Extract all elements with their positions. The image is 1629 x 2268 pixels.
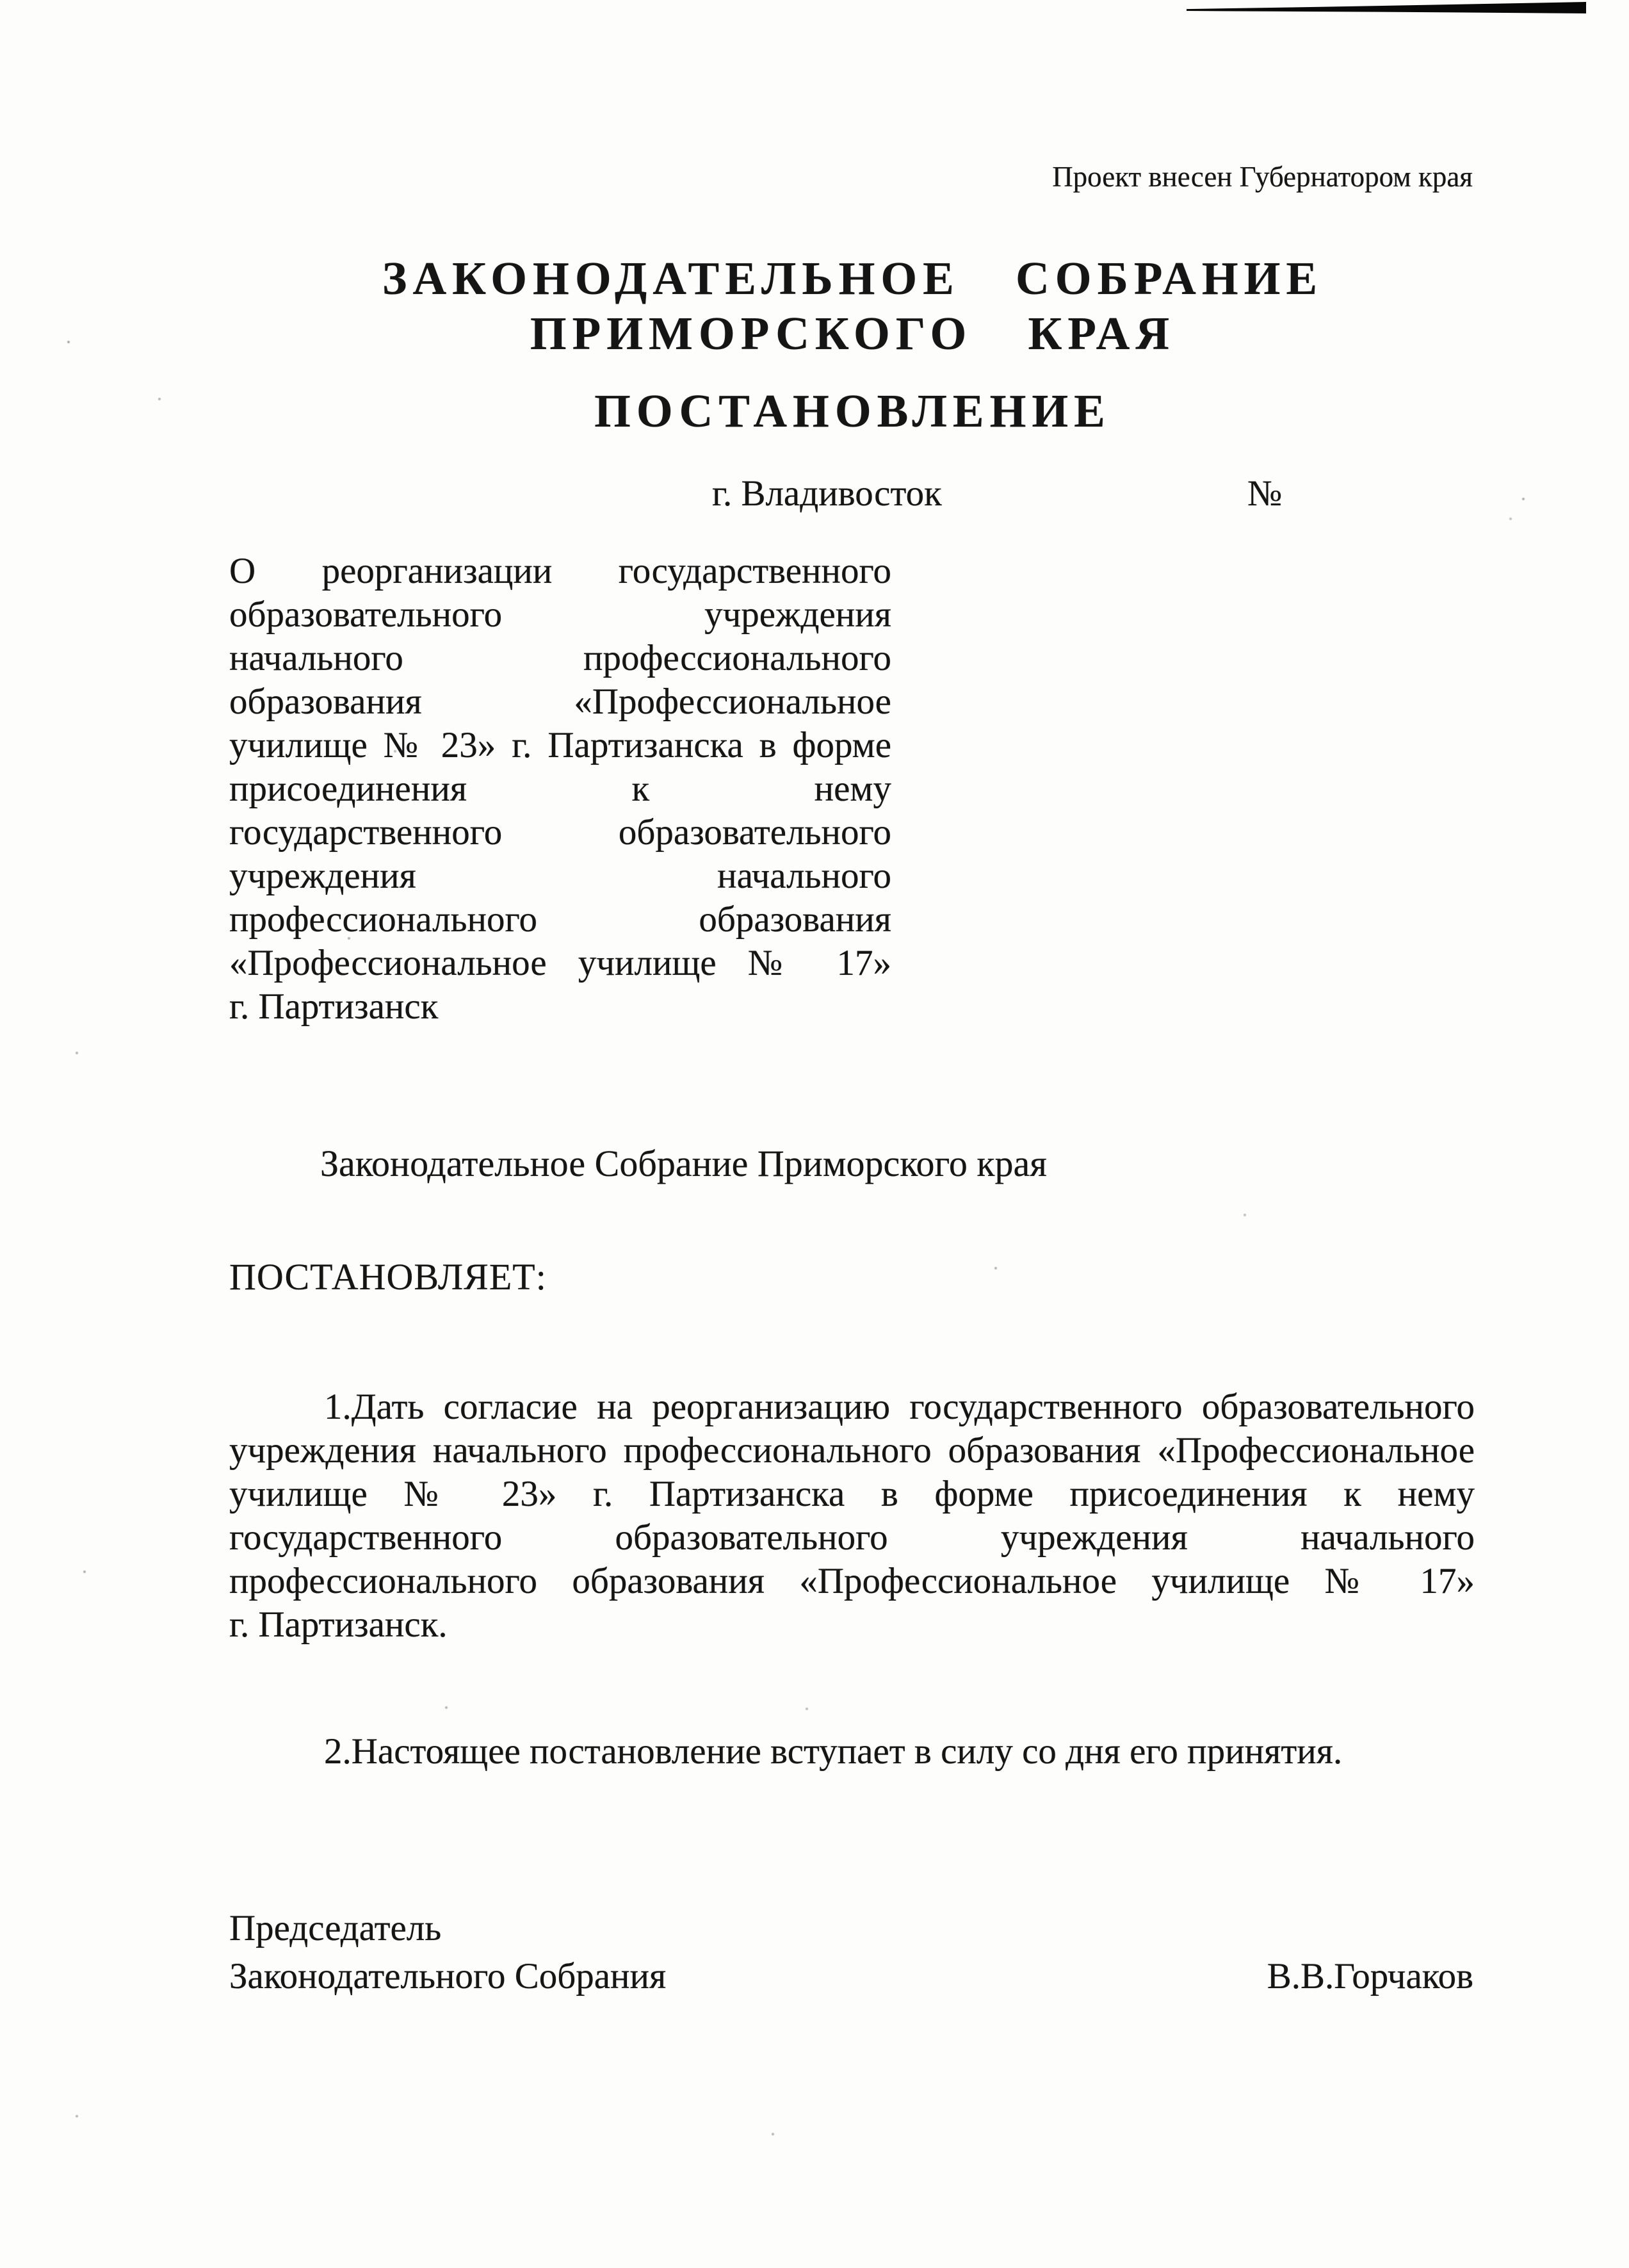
text-line: О реорганизации государственного [229,551,891,591]
text-line: присоединения к нему [229,769,891,809]
dateline-city: г. Владивосток [712,473,942,514]
text-line: г. Партизанск [229,986,439,1027]
signer-role-line2: Законодательного Собрания [229,1956,667,1996]
text-line: училище № 23» г. Партизанска в форме [229,725,891,765]
document-type-title: ПОСТАНОВЛЕНИЕ [594,385,1111,437]
issuer-name-line1: ЗАКОНОДАТЕЛЬНОЕ СОБРАНИЕ [382,252,1324,304]
scan-noise [0,0,3,3]
document-number-sign: № [1247,473,1283,514]
dateline [231,473,1475,519]
signer-role-line1: Председатель [229,1908,442,1948]
project-annotation: Проект внесен Губернатором края [1052,161,1473,193]
text-line: училище № 23» г. Партизанска в форме присоединения к нему [229,1474,1475,1514]
resolves-label: ПОСТАНОВЛЯЕТ: [229,1256,547,1298]
text-line: государственного образовательного учреждения начального [229,1517,1475,1558]
resolution-item-2: 2.Настоящее постановление вступает в силу со дня его принятия. [324,1731,1343,1772]
text-line: начального профессионального [229,638,891,678]
text-line: г. Партизанск. [229,1604,448,1645]
subject-block [229,550,891,1029]
signer-name: В.В.Горчаков [1267,1956,1473,1996]
text-line: учреждения начального профессионального образования «Профессиональное [229,1430,1475,1471]
intro-line: Законодательное Собрание Приморского края [320,1143,1047,1184]
scan-artifact-line [1187,2,1586,13]
signature-block [229,1904,1475,2013]
text-line: образовательного учреждения [229,594,891,635]
text-line: профессионального образования «Профессиональное училище № 17» [229,1561,1475,1601]
text-line: 1.Дать согласие на реорганизацию государственного образовательного [324,1387,1475,1427]
text-line: учреждения начального [229,856,891,896]
text-line: образования «Профессиональное [229,681,891,722]
issuer-name-line2: ПРИМОРСКОГО КРАЯ [530,307,1176,359]
text-line: государственного образовательного [229,812,891,853]
text-line: профессионального образования [229,899,891,940]
text-line: «Профессиональное училище № 17» [229,943,891,983]
resolution-item-1 [229,1385,1475,1647]
issuer-name [231,251,1475,361]
